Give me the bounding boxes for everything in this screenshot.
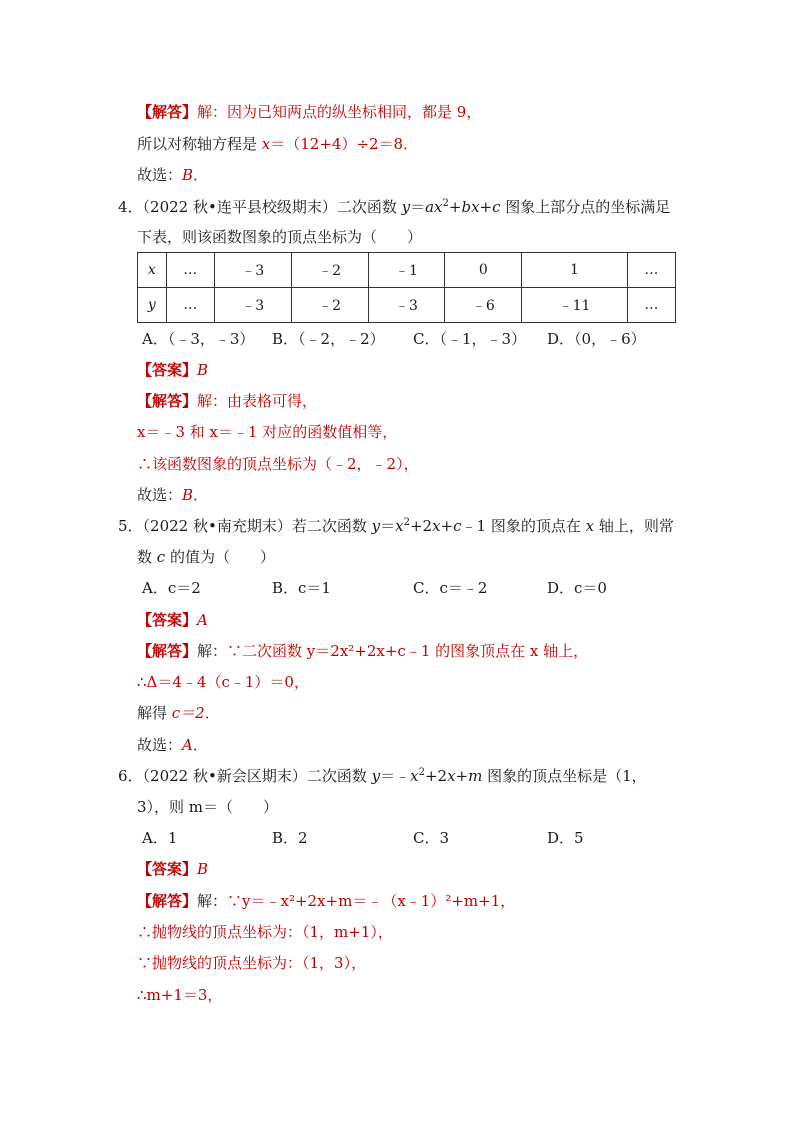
q4-option-b: B．（﹣2，﹣2） bbox=[272, 330, 385, 348]
table-row-y: y … ﹣3 ﹣2 ﹣3 ﹣6 ﹣11 … bbox=[138, 288, 676, 323]
table-row-x: x … ﹣3 ﹣2 ﹣1 0 1 … bbox=[138, 253, 676, 288]
q5-solution-line2: ∴Δ＝4﹣4（c﹣1）＝0， bbox=[137, 673, 309, 691]
q5-stem-line1: 5．（2022 秋•南充期末）若二次函数 $y=x^2+2x+c﹣1$ 图象的顶点在 x 轴上，则常 bbox=[118, 517, 674, 535]
q5-solution-line1: 【解答】解：∵二次函数 y＝2x²+2x+c﹣1 的图象顶点在 x 轴上， bbox=[137, 642, 589, 660]
q6-solution-line3: ∵抛物线的顶点坐标为：（1，3）， bbox=[137, 954, 367, 972]
q6-stem-line1: 6．（2022 秋•新会区期末）二次函数 $y=﹣x^2+2x+m$ 图象的顶点坐标是（1， bbox=[118, 767, 647, 785]
q4-stem-line1: 4．（2022 秋•连平县校级期末）二次函数 $y=ax^2+bx+c$ 图象上部分点的坐标满足 bbox=[118, 198, 671, 216]
q4-option-c: C．（﹣1，﹣3） bbox=[413, 330, 527, 348]
q4-solution-line4: 故选：B． bbox=[137, 486, 209, 504]
q3-solution-line1: 【解答】解：因为已知两点的纵坐标相同，都是 9， bbox=[137, 103, 482, 121]
q6-function: $y=﹣x^2+2x+m$ bbox=[371, 767, 483, 785]
q5-function-rest: $=x^2+2x+c﹣1$ bbox=[380, 517, 487, 535]
q6-answer: 【答案】B bbox=[137, 860, 209, 878]
q5-solution-line4: 故选：A． bbox=[137, 736, 208, 754]
q5-option-d: D．c＝0 bbox=[547, 579, 607, 597]
q6-option-d: D．5 bbox=[547, 829, 584, 847]
q5-option-c: C．c＝﹣2 bbox=[413, 579, 488, 597]
q6-solution-line2: ∴抛物线的顶点坐标为：（1，m+1）， bbox=[137, 923, 393, 941]
q6-option-c: C．3 bbox=[413, 829, 450, 847]
q5-function-y: y bbox=[371, 517, 381, 535]
jieda-tag: 【解答】 bbox=[137, 103, 198, 121]
q4-solution-line2: x＝﹣3 和 x＝﹣1 对应的函数值相等， bbox=[137, 423, 398, 441]
q4-solution-line3: ∴该函数图象的顶点坐标为（﹣2，﹣2）， bbox=[137, 455, 419, 473]
q4-stem-line2: 下表，则该函数图象的顶点坐标为（ ） bbox=[137, 228, 423, 246]
q6-option-b: B．2 bbox=[272, 829, 308, 847]
q5-option-b: B．c＝1 bbox=[272, 579, 331, 597]
q6-option-a: A．1 bbox=[142, 829, 178, 847]
q4-answer: 【答案】B bbox=[137, 361, 209, 379]
q3-solution-line2: 所以对称轴方程是 x＝（12+4）÷2＝8． bbox=[137, 135, 419, 153]
q5-option-a: A．c＝2 bbox=[142, 579, 201, 597]
q5-answer: 【答案】A bbox=[137, 611, 208, 629]
q5-stem-line2: 数 c 的值为（ ） bbox=[137, 548, 275, 566]
q5-solution-line3: 解得 c＝2． bbox=[137, 704, 220, 722]
q4-solution-line1: 【解答】解：由表格可得， bbox=[137, 392, 318, 410]
q4-option-a: A．（﹣3，﹣3） bbox=[142, 330, 255, 348]
q3-solution-line3: 故选：B． bbox=[137, 166, 209, 184]
q4-option-d: D．（0，﹣6） bbox=[547, 330, 646, 348]
q6-solution-line1: 【解答】解：∵y＝﹣x²+2x+m＝﹣（x﹣1）²+m+1， bbox=[137, 892, 516, 910]
q6-solution-line4: ∴m+1＝3， bbox=[137, 986, 223, 1004]
q5-axis-x: x bbox=[585, 517, 595, 535]
q4-value-table bbox=[137, 252, 676, 323]
q6-stem-line2: 3），则 m＝（ ） bbox=[137, 798, 279, 816]
